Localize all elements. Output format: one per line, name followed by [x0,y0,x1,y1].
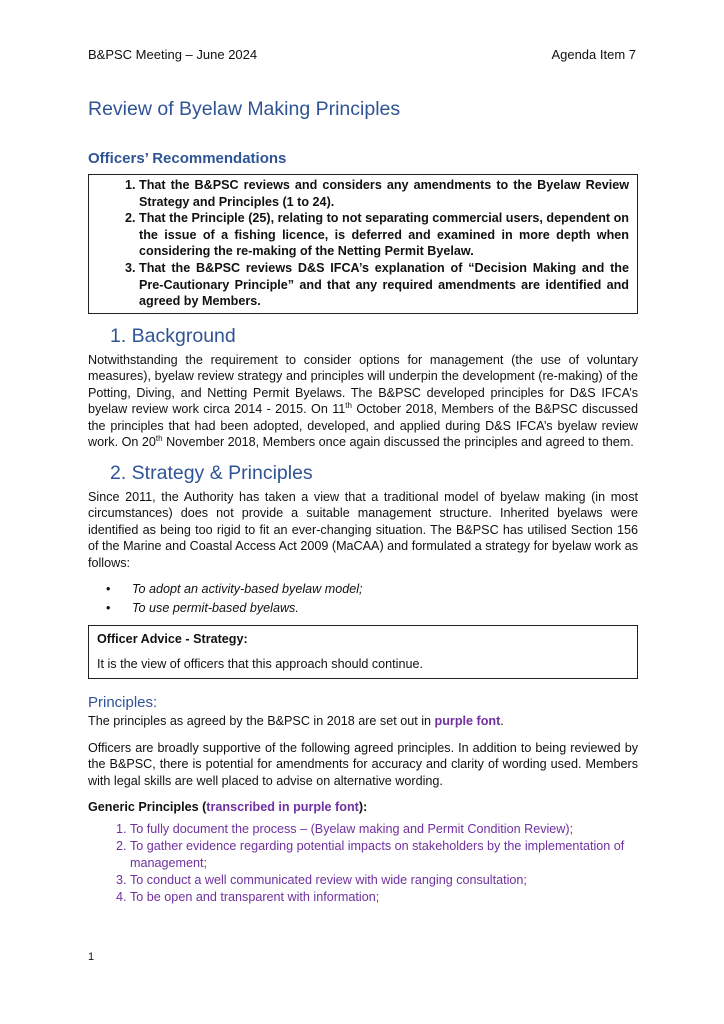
advice-text: It is the view of officers that this approach should continue. [97,657,423,672]
officer-advice-box [88,625,638,679]
principles-text: The principles as agreed by the B&PSC in 2018 are set out in [88,714,435,729]
principles-paragraph-2: Officers are broadly supportive of the following agreed principles. In addition to being reviewed by the B&PSC, there is potential for amendments for accuracy and clarity of wording used. Members with legal skills are well placed to advise on alternative wording. [88,740,638,788]
list-item: 3. To conduct a well communicated review with wide ranging consultation; [130,872,638,889]
header-right: Agenda Item 7 [551,47,636,62]
page-number: 1 [88,951,95,963]
principles-text-end: . [500,714,504,729]
background-text-3: November 2018, Members once again discussed the principles and agreed to them. [162,435,634,450]
header-left: B&PSC Meeting – June 2024 [88,47,258,62]
advice-heading: Officer Advice - Strategy: [97,632,248,647]
ordinal-suffix: th [345,401,352,411]
strategy-heading: 2. Strategy & Principles [110,461,313,484]
page-title: Review of Byelaw Making Principles [88,98,401,120]
background-text-2: October 2018, Members of the B&PSC discussed the principles that had been adopted, developed, and applied during D&S IFCA’s byelaw review work. On 20 [88,402,638,450]
generic-heading-end: ): [358,800,368,815]
list-item: 1. To fully document the process – (Byelaw making and Permit Condition Review); [130,821,638,838]
recommendations-heading: Officers’ Recommendations [88,150,287,167]
recommendation-item: 2. That the Principle (25), relating to not separating commercial users, dependent on the issue of a fishing licence, is deferred and examined in more depth when considering the re-making of the Netting Permit Byelaw. [139,210,629,260]
purple-font-text: transcribed in purple font [206,800,359,815]
list-item: • To use permit-based byelaws. [132,599,638,618]
background-paragraph [88,352,638,451]
principles-heading: Principles: [88,694,158,712]
list-item: 4. To be open and transparent with information; [130,889,638,906]
background-heading: 1. Background [110,324,236,347]
principles-paragraph-1 [88,713,638,730]
generic-heading-text: Generic Principles ( [88,800,207,815]
ordinal-suffix: th [155,434,163,444]
list-item: • To adopt an activity-based byelaw model; [132,580,638,599]
purple-font-text: purple font [434,714,501,729]
strategy-bullets [88,580,638,618]
recommendations-box [88,174,638,314]
background-text-1: Notwithstanding the requirement to consider options for management (the use of voluntary measures), byelaw review strategy and principles will underpin the development (re-making) of the Potting, Diving, and Netting Permit Byelaws. The B&PSC developed principles for D&S IFCA’s byelaw review work circa 2014 - 2015. On 11 [88,352,638,417]
recommendation-item: 1. That the B&PSC reviews and considers any amendments to the Byelaw Review Strategy and Principles (1 to 24). [139,177,629,210]
list-item: 2. To gather evidence regarding potential impacts on stakeholders by the implementation of management; [130,838,638,872]
recommendation-item: 3. That the B&PSC reviews D&S IFCA’s explanation of “Decision Making and the Pre-Cautionary Principle” and that any required amendments are identified and agreed by Members. [139,260,629,310]
generic-principles-heading [88,799,638,816]
page-content [88,98,638,906]
generic-principles-list [88,821,638,906]
strategy-paragraph: Since 2011, the Authority has taken a view that a traditional model of byelaw making (in most circumstances) does not provide a suitable management structure. Inherited byelaws were identified as being too rigid to fit an ever-changing situation. The B&PSC has utilised Section 156 of the Marine and Coastal Access Act 2009 (MaCAA) and formulated a strategy for byelaw work as follows: [88,489,638,570]
